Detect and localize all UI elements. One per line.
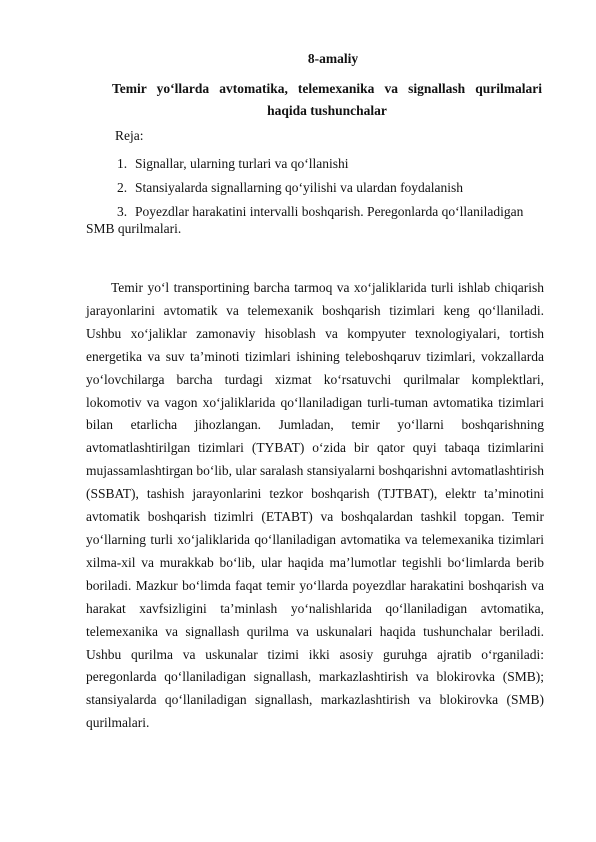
- plan-item-number: 1.: [117, 156, 128, 171]
- plan-label: Reja:: [115, 128, 144, 143]
- plan-item-text: Signallar, ularning turlari va qo‘llanishi: [135, 156, 349, 171]
- plan-item-text: Stansiyalarda signallarning qo‘yilishi va ulardan foydalanish: [135, 180, 464, 195]
- lesson-number: 8-amaliy: [307, 51, 359, 66]
- plan-item-number: 2.: [117, 180, 128, 195]
- plan-item: [0, 152, 596, 176]
- plan-item: [0, 176, 596, 200]
- body-paragraph: Temir yo‘l transportining barcha tarmoq va xo‘jaliklarida turli ishlab chiqarish jarayonlarini avtomatik va telemexanik boshqarish tizimlari keng qo‘llaniladi. Ushbu xo‘jaliklar zamonaviy hisoblash va kompyuter texnologiyalari, tortish energetika va suv ta’minoti tizimlari ishining teleboshqaruv tizimlari, vokzallarda yo‘lovchilarga barcha turdagi xizmat ko‘rsatuvchi qurilmalar komplektlari, lokomotiv va vagon xo‘jaliklarida qo‘llaniladigan turli-tuman avtomatika tizimlari bilan etarlicha jihozlangan. Jumladan, temir yo‘llarni boshqarishning avtomatlashtirilgan tizimlari (TYBAT) o‘zida bir qator quyi tabaqa tizimlarini mujassamlashtirgan bo‘lib, ular saralash stansiyalarni boshqarishni avtomatlashtirish (SSBAT), tashish jarayonlarini tezkor boshqarish (TJTBAT), elektr ta’minotini avtomatik boshqarish tizimlri (ETABT) va boshqalardan tashkil topgan. Temir yo‘llarning turli xo‘jaliklarida qo‘llaniladigan avtomatika va telemexanika tizimlari xilma-xil va murakkab bo‘lib, ular haqida ma’lumotlar tegishli bo‘limlarda berib boriladi. Mazkur bo‘limda faqat temir yo‘llarda poyezdlar harakatini boshqarish va harakat xavfsizligini ta’minlash yo‘nalishlarida qo‘llaniladigan avtomatika, telemexanika va signallash qurilma va uskunalari haqida tushunchalar beriladi. Ushbu qurilma va uskunalar tizimi ikki asosiy guruhga ajratib o‘rganiladi: peregonlarda qo‘llaniladigan signallash, markazlashtirish va blokirovka (SMB); stansiyalarda qo‘llaniladigan signallash, markazlashtirish va blokirovka (SMB) qurilmalari.: [86, 280, 544, 731]
- plan-item-text: Poyezdlar harakatini intervalli boshqarish. Peregonlarda qo‘llaniladigan: [135, 204, 524, 219]
- plan-list: [0, 152, 596, 224]
- plan-item-number: 3.: [117, 204, 128, 219]
- plan-item-continuation: SMB qurilmalari.: [86, 221, 182, 236]
- document-title: Temir yo‘llarda avtomatika, telemexanika va signallash qurilmalari haqida tushunchalar: [112, 81, 542, 118]
